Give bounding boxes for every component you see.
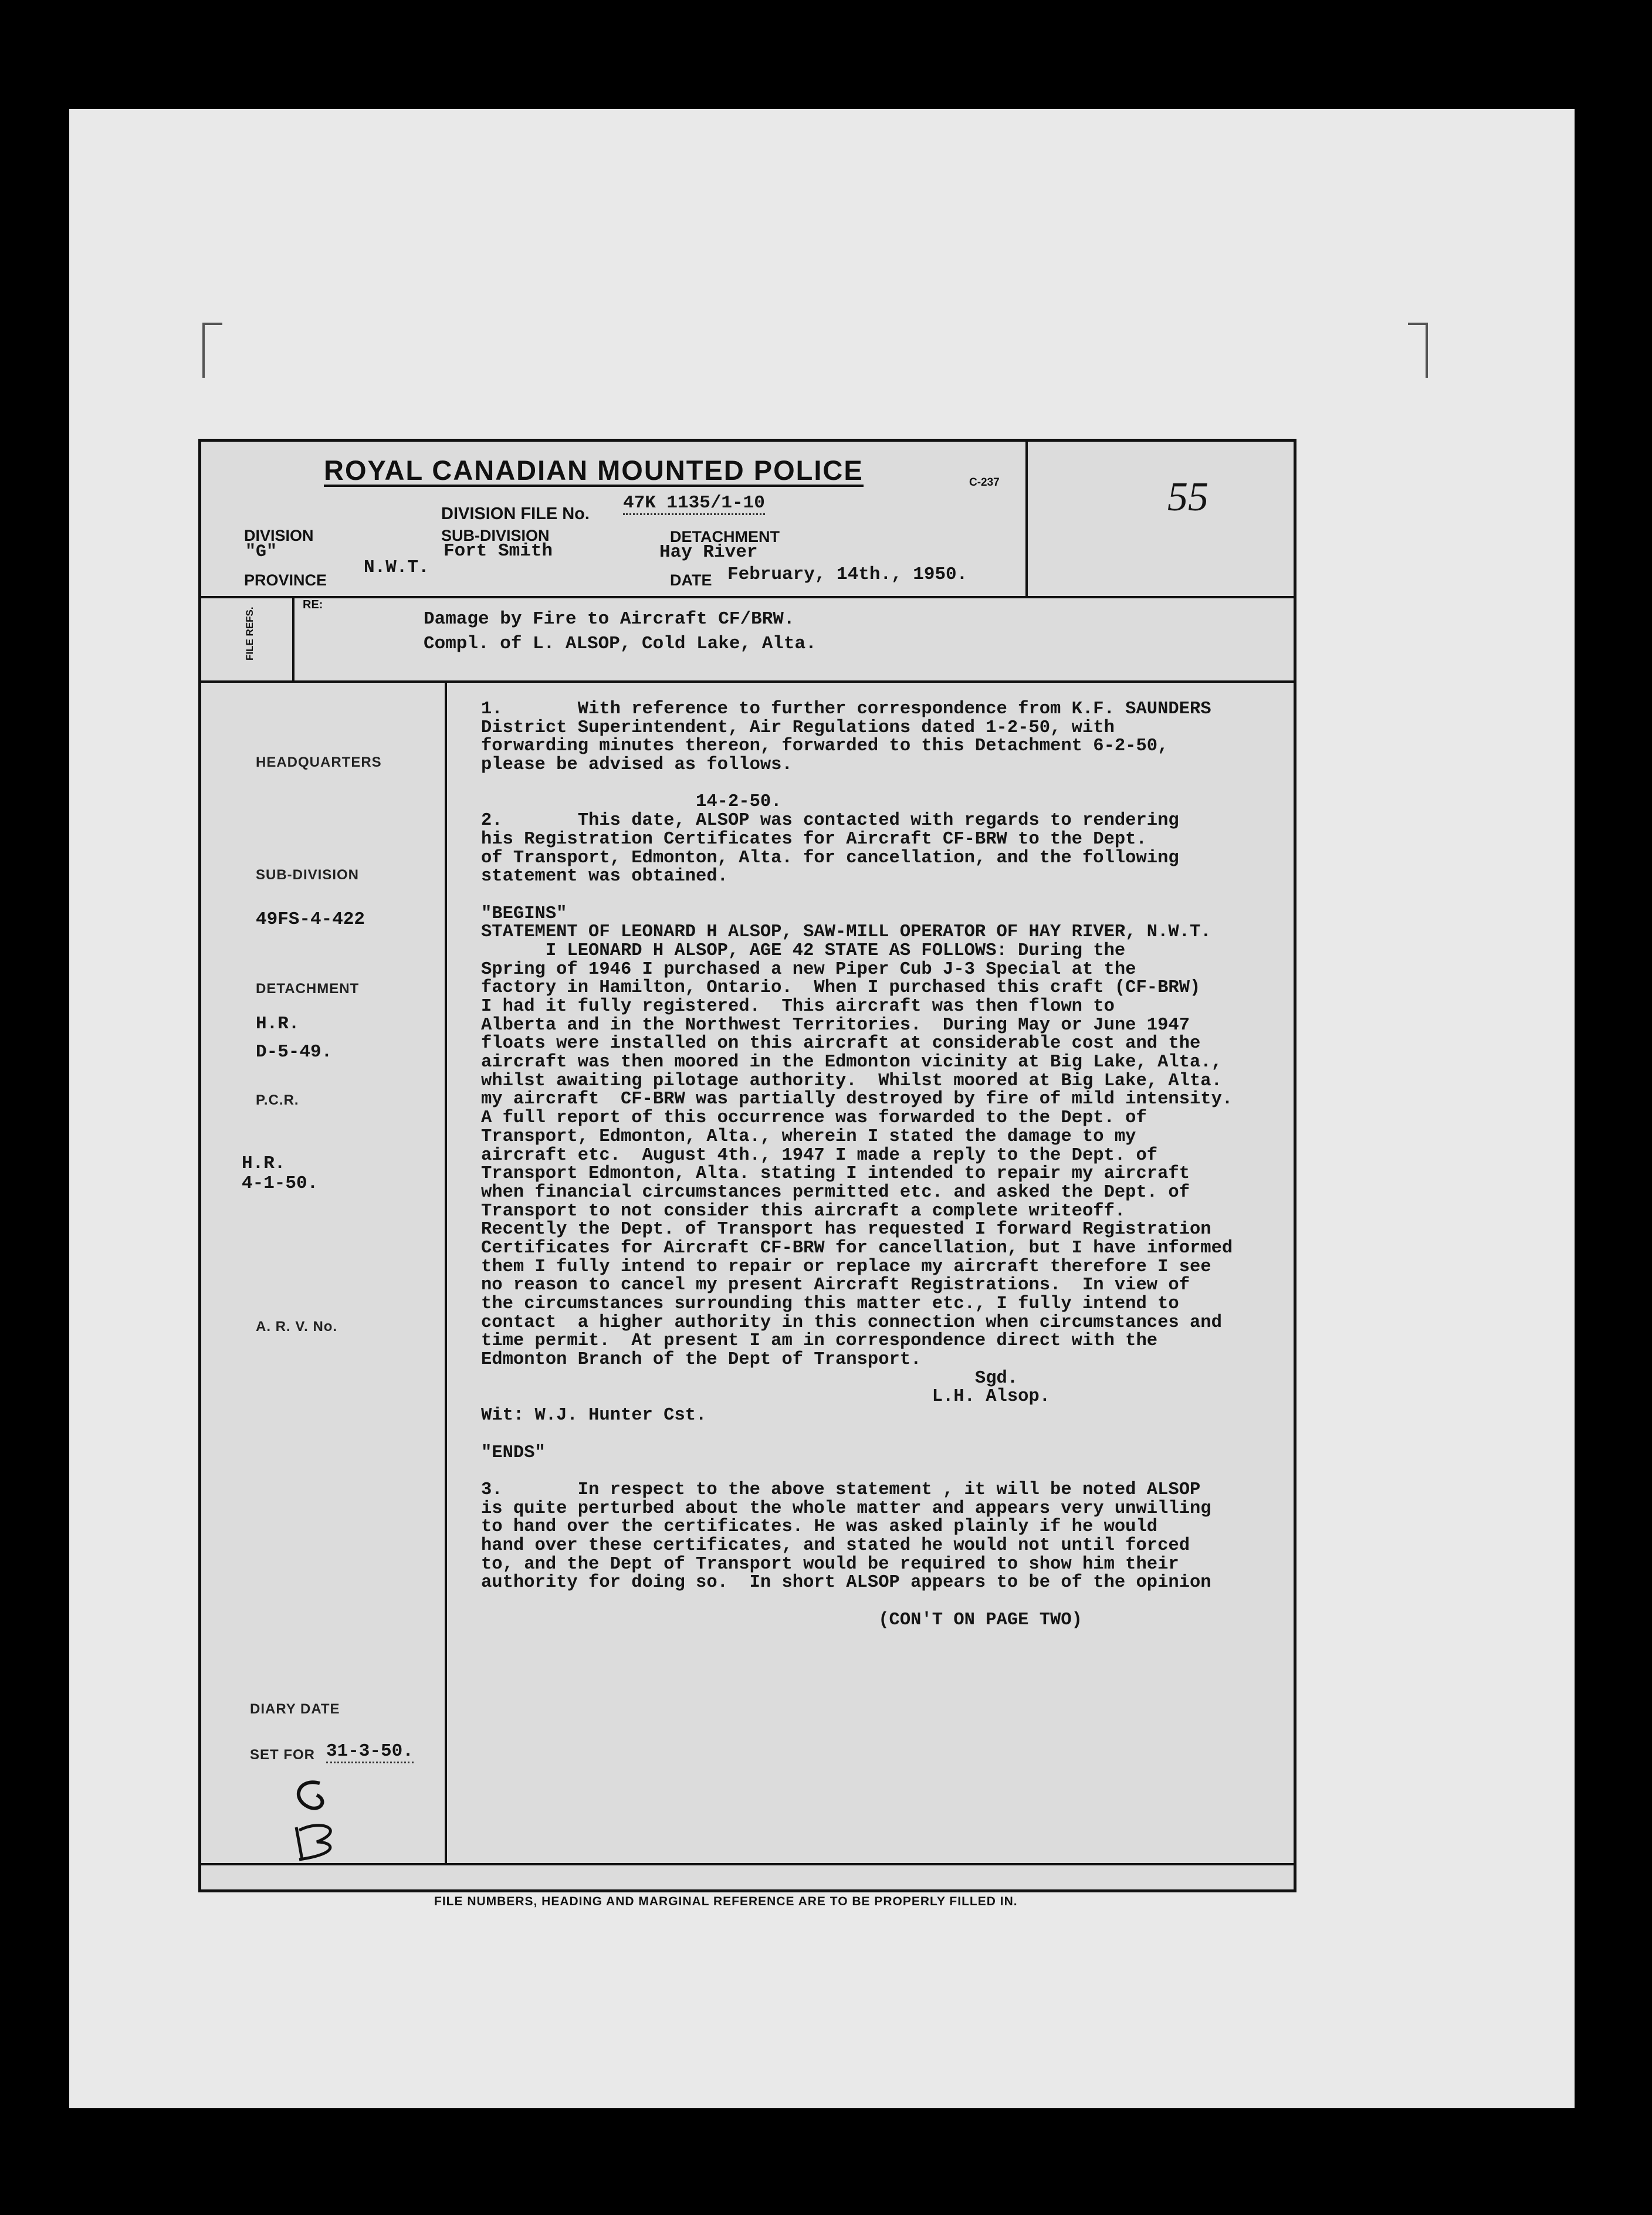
body-line: please be advised as follows. [481,755,793,775]
crop-mark [1408,323,1428,378]
body-line: Spring of 1946 I purchased a new Piper Cub J-3 Special at the [481,959,1136,980]
body-line: to, and the Dept of Transport would be required to show him their [481,1554,1179,1574]
body-line: I had it fully registered. This aircraft was then flown to [481,997,1115,1017]
body-line: "BEGINS" [481,903,567,924]
file-refs-divider [292,596,294,682]
body-line: I LEONARD H ALSOP, AGE 42 STATE AS FOLLOWS: During the [481,940,1126,961]
body-line: statement was obtained. [481,866,728,887]
margin-divider [445,680,447,1864]
margin-headquarters-label: HEADQUARTERS [256,754,382,770]
form-footer-note: FILE NUMBERS, HEADING AND MARGINAL REFERENCE ARE TO BE PROPERLY FILLED IN. [434,1895,1018,1908]
margin-pcr-ref1: H.R. [242,1153,286,1174]
re-subject-line1: Damage by Fire to Aircraft CF/BRW. [424,609,795,629]
body-line: aircraft etc. August 4th., 1947 I made a reply to the Dept. of [481,1145,1158,1166]
margin-detachment-label: DETACHMENT [256,981,360,997]
body-line: no reason to cancel my present Aircraft Registrations. In view of [481,1275,1190,1296]
subdivision-label: SUB-DIVISION [441,527,550,544]
re-label: RE: [303,598,323,611]
body-line: my aircraft CF-BRW was partially destroyed by fire of mild intensity. [481,1089,1233,1110]
body-line: time permit. At present I am in correspondence direct with the [481,1331,1158,1352]
body-line: Sgd. [481,1368,1018,1388]
body-line: them I fully intend to repair or replace my aircraft therefore I see [481,1256,1211,1277]
re-subject-line2: Compl. of L. ALSOP, Cold Lake, Alta. [424,634,817,654]
division-value: "G" [245,542,277,562]
margin-detachment-ref1: H.R. [256,1014,300,1034]
handwritten-initials [276,1772,364,1865]
header-divider [1025,440,1028,597]
body-line: factory in Hamilton, Ontario. When I purchased this craft (CF-BRW) [481,978,1201,998]
body-line: Certificates for Aircraft CF-BRW for cancellation, but I have informed [481,1238,1233,1258]
body-line: contact a higher authority in this connection when circumstances and [481,1312,1222,1333]
margin-subdivision-ref: 49FS-4-422 [256,909,365,930]
margin-subdivision-label: SUB-DIVISION [256,867,360,883]
body-line [481,1425,1291,1444]
crop-mark [202,323,222,378]
body-line: 3. In respect to the above statement , it will be noted ALSOP [481,1479,1201,1500]
margin-pcr-ref2: 4-1-50. [242,1173,319,1194]
body-line: STATEMENT OF LEONARD H ALSOP, SAW-MILL OPERATOR OF HAY RIVER, N.W.T. [481,922,1211,943]
page-mark: 55 [1167,475,1208,520]
body-line: Alberta and in the Northwest Territories. During May or June 1947 [481,1015,1190,1035]
body-line [481,886,1291,905]
rule-above-footer [199,1863,1295,1865]
body-line [481,775,1291,794]
body-line: floats were installed on this aircraft at considerable cost and the [481,1034,1201,1054]
body-line: aircraft was then moored in the Edmonton vicinity at Big Lake, Alta., [481,1052,1222,1073]
body-line: Recently the Dept. of Transport has requested I forward Registration [481,1220,1211,1240]
margin-arv-label: A. R. V. No. [256,1319,338,1335]
detachment-value: Hay River [659,542,758,563]
margin-diary-date-label: DIARY DATE [250,1701,340,1717]
form-number: C-237 [969,476,1000,489]
body-line: whilst awaiting pilotage authority. Whilst moored at Big Lake, Alta. [481,1071,1222,1091]
body-line [481,1462,1291,1481]
subdivision-value: Fort Smith [444,541,553,561]
body-line: Transport, Edmonton, Alta., wherein I stated the damage to my [481,1126,1136,1147]
body-line: Transport Edmonton, Alta. stating I intended to repair my aircraft [481,1164,1190,1184]
body-line: (CON'T ON PAGE TWO) [481,1610,1082,1630]
body-line: 1. With reference to further correspondence from K.F. SAUNDERS [481,699,1211,719]
body-line: L.H. Alsop. [481,1387,1051,1407]
body-line: 14-2-50. [481,792,782,812]
body-line: authority for doing so. In short ALSOP appears to be of the opinion [481,1573,1211,1593]
body-line: Transport to not consider this aircraft a complete writeoff. [481,1201,1126,1221]
rule-under-re [199,680,1295,683]
division-file-number: 47K 1135/1-10 [623,493,765,515]
body-line: "ENDS" [481,1442,546,1463]
margin-pcr-label: P.C.R. [256,1092,299,1108]
report-body [481,700,1291,1630]
margin-set-for-label: SET FOR [250,1747,316,1763]
date-label: DATE [670,571,712,589]
division-file-label: DIVISION FILE No. [441,504,590,523]
margin-detachment-ref2: D-5-49. [256,1042,333,1062]
body-line: forwarding minutes thereon, forwarded to this Detachment 6-2-50, [481,736,1169,757]
body-line: 2. This date, ALSOP was contacted with regards to rendering [481,811,1179,831]
agency-title: ROYAL CANADIAN MOUNTED POLICE [324,455,864,486]
body-line [481,1593,1291,1611]
body-line: Wit: W.J. Hunter Cst. [481,1405,707,1426]
body-line: to hand over the certificates. He was asked plainly if he would [481,1517,1158,1537]
body-line: is quite perturbed about the whole matter and appears very unwilling [481,1498,1211,1519]
province-value: N.W.T. [364,557,429,578]
report-date: February, 14th., 1950. [727,564,968,585]
province-label: PROVINCE [244,571,327,589]
rule-under-header [199,596,1295,598]
body-line: of Transport, Edmonton, Alta. for cancellation, and the following [481,848,1179,868]
body-line: District Superintendent, Air Regulations dated 1-2-50, with [481,717,1115,738]
body-line: when financial circumstances permitted etc. and asked the Dept. of [481,1182,1190,1203]
body-line: A full report of this occurrence was forwarded to the Dept. of [481,1108,1147,1129]
file-refs-label: FILE REFS. [244,607,255,661]
body-line: hand over these certificates, and stated he would not until forced [481,1535,1190,1556]
detachment-label: DETACHMENT [670,528,780,546]
body-line: Edmonton Branch of the Dept of Transport. [481,1350,922,1370]
body-line: the circumstances surrounding this matter etc., I fully intend to [481,1294,1179,1314]
division-label: DIVISION [244,527,314,544]
body-line: his Registration Certificates for Aircraft CF-BRW to the Dept. [481,829,1147,849]
margin-set-for-value: 31-3-50. [326,1741,414,1763]
